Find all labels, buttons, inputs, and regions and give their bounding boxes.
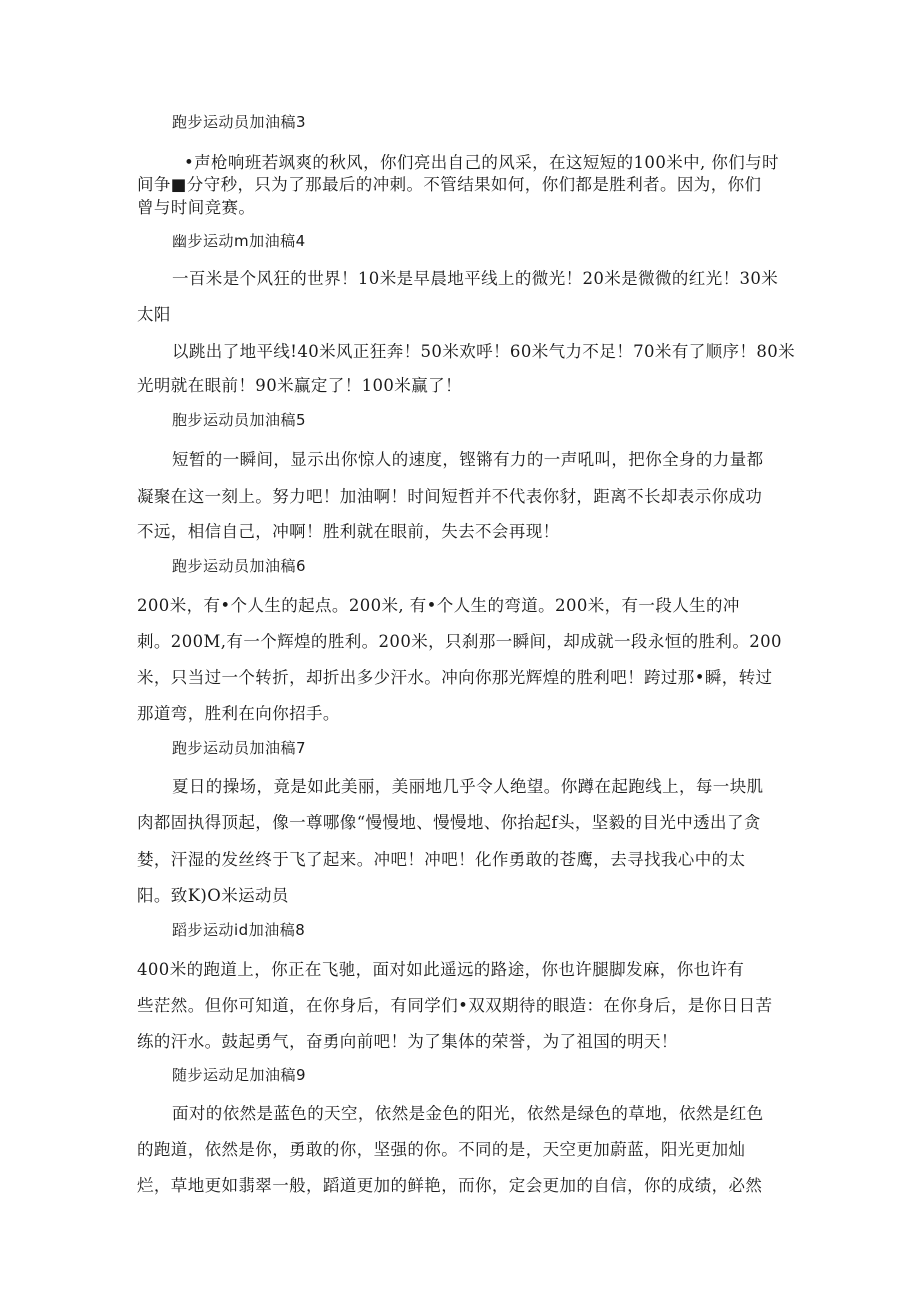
text-line: 夏日的操场，竟是如此美丽，美丽地几乎令人绝望。你蹲在起跑线上，每一块肌 xyxy=(172,777,764,796)
text-line: 200米，有•个人生的起点。200米, 有•个人生的弯道。200米，有一段人生的冲 xyxy=(137,596,740,615)
text-line: 的跑道，依然是你，勇敢的你，坚强的你。不同的是，天空更加蔚蓝，阳光更加灿 xyxy=(137,1140,746,1159)
text-line: 烂，草地更如翡翠一般，蹈道更加的鲜艳，而你，定会更加的自信，你的成绩，必然 xyxy=(137,1176,763,1195)
section-title: 随步运动足加油稿9 xyxy=(172,1066,307,1084)
text-line: 米，只当过一个转折，却折出多少汗水。冲向你那光辉煌的胜利吧！跨过那•瞬，转过 xyxy=(137,668,773,687)
text-line: 那道弯，胜利在向你招手。 xyxy=(137,704,340,723)
text-line: 些茫然。但你可知道，在你身后，有同学们•双双期待的眼造：在你身后，是你日日苦 xyxy=(137,996,773,1015)
text-line: 以跳出了地平线!40米风正狂奔！50米欢呼！60米气力不足！70米有了顺序！80米 xyxy=(172,342,796,361)
section-title: 幽步运动m加油稿4 xyxy=(172,232,306,250)
text-line: 面对的依然是蓝色的天空，依然是金色的阳光，依然是绿色的草地，依然是红色 xyxy=(172,1104,764,1123)
section-title: 跑步运动员加油稿6 xyxy=(172,557,307,575)
text-line: 刺。200M,有一个辉煌的胜利。200米，只刹那一瞬间，却成就一段永恒的胜利。200 xyxy=(137,632,782,651)
text-line: 一百米是个风狂的世界！10米是早晨地平线上的微光！20米是微微的红光！30米 xyxy=(172,269,779,288)
text-line: 短暂的一瞬间，显示出你惊人的速度，铿锵有力的一声吼叫，把你全身的力量都 xyxy=(172,450,764,469)
section-title: 胞步运动员加油稿5 xyxy=(172,411,307,429)
section-title: 跑步运动员加油稿3 xyxy=(172,113,307,131)
text-line: 间争■分守秒，只为了那最后的冲刺。不管结果如何，你们都是胜利者。因为，你们 xyxy=(137,175,762,194)
text-line: 不远，相信自己，冲啊！胜利就在眼前，失去不会再现！ xyxy=(137,522,560,541)
text-line: 光明就在眼前！90米赢定了！100米赢了！ xyxy=(137,376,462,395)
text-line: 曾与时间竞赛。 xyxy=(137,198,256,217)
text-line: 婪，汗湿的发丝终于飞了起来。冲吧！冲吧！化作勇敢的苍鹰，去寻找我心中的太 xyxy=(137,850,746,869)
text-line: 练的汗水。鼓起勇气，奋勇向前吧！为了集体的荣誉，为了祖国的明天！ xyxy=(137,1032,678,1051)
section-title: 跑步运动员加油稿7 xyxy=(172,739,307,757)
section-title: 蹈步运动id加油稿8 xyxy=(172,921,306,939)
text-line: •声枪响班若飒爽的秋风，你们亮出自己的风采，在这短短的100米中, 你们与时 xyxy=(184,153,779,172)
text-line: 400米的跑道上，你正在飞驰，面对如此遥远的路途，你也许腿脚发麻，你也许有 xyxy=(137,960,745,979)
text-line: 阳。致K)O米运动员 xyxy=(137,886,289,905)
text-line: 肉都固执得顶起，像一尊哪像“慢慢地、慢慢地、你抬起f头，坚毅的目光中透出了贪 xyxy=(137,813,761,832)
text-line: 太阳 xyxy=(137,305,171,324)
text-line: 凝聚在这一刻上。努力吧！加油啊！时间短哲并不代表你豺，距离不长却表示你成功 xyxy=(137,487,763,506)
